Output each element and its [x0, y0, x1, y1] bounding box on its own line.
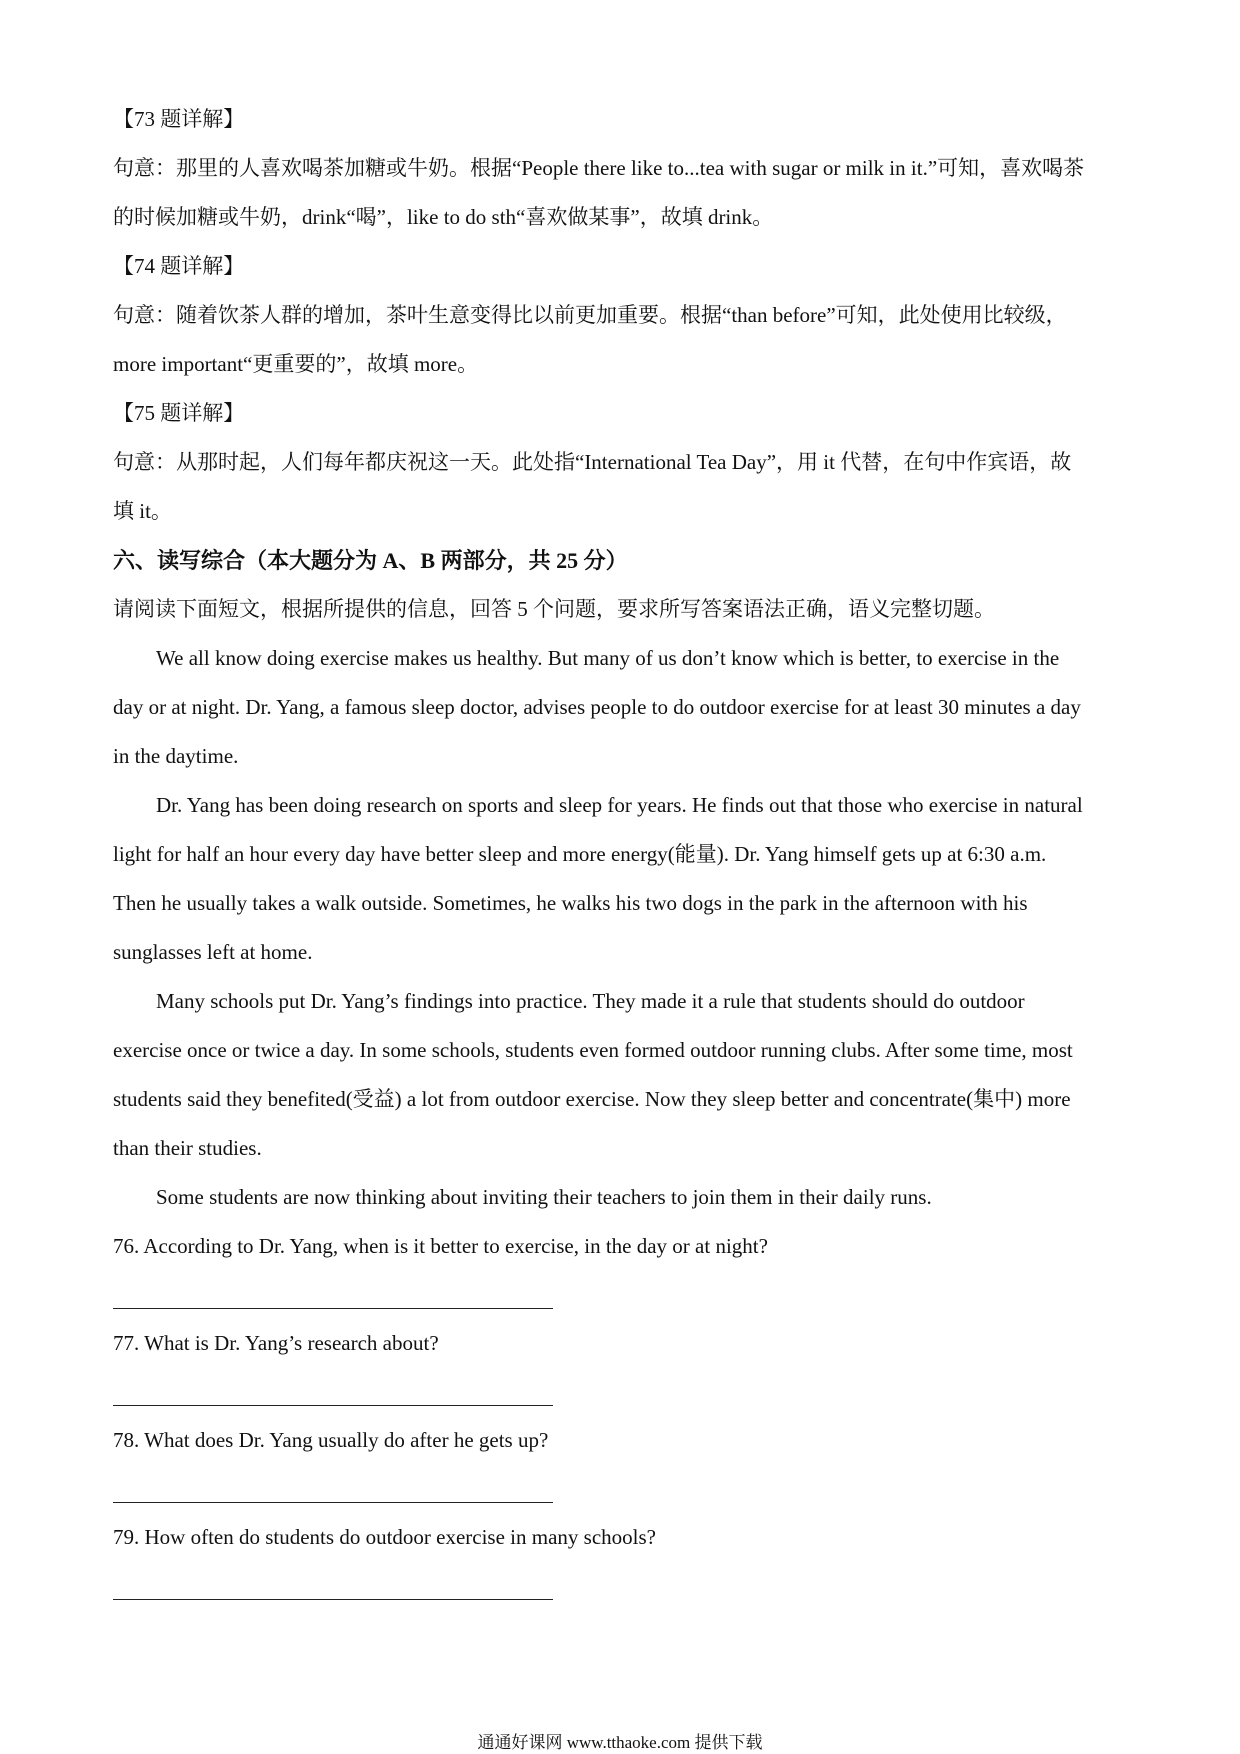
explanation-text: 句意：那里的人喜欢喝茶加糖或牛奶。根据“People there like to...tea with sugar or milk in it.”可知，喜欢喝茶: [113, 156, 1085, 180]
question-text: 77. What is Dr. Yang’s research about?: [113, 1331, 439, 1355]
passage-line: than their studies.: [113, 1136, 262, 1160]
explanation-text: 句意：随着饮茶人群的增加，茶叶生意变得比以前更加重要。根据“than before”可知，此处使用比较级，: [113, 303, 1067, 327]
explanation-74: [113, 242, 1133, 389]
passage-line: exercise once or twice a day. In some schools, students even formed outdoor running clubs. After some time, most: [113, 1038, 1073, 1062]
question-list: [113, 1222, 1133, 1600]
passage-line: Dr. Yang has been doing research on sports and sleep for years. He finds out that those who exercise in natural: [156, 793, 1083, 817]
passage-line: Then he usually takes a walk outside. Sometimes, he walks his two dogs in the park in the afternoon with his: [113, 891, 1028, 915]
explanation-text: 句意：从那时起，人们每年都庆祝这一天。此处指“International Tea Day”，用 it 代替，在句中作宾语，故: [113, 450, 1072, 474]
page-footer: 通通好课网 www.tthaoke.com 提供下载: [477, 1733, 763, 1752]
question-text: 76. According to Dr. Yang, when is it better to exercise, in the day or at night?: [113, 1234, 768, 1258]
passage-line: in the daytime.: [113, 744, 239, 768]
question-text: 79. How often do students do outdoor exercise in many schools?: [113, 1525, 656, 1549]
passage-line: Many schools put Dr. Yang’s findings into practice. They made it a rule that students should do outdoor: [156, 989, 1025, 1013]
passage-line: Some students are now thinking about inviting their teachers to join them in their daily runs.: [156, 1185, 932, 1209]
explanation-75: [113, 389, 1133, 536]
passage-line: light for half an hour every day have better sleep and more energy(能量). Dr. Yang himself gets up at 6:30 a.m.: [113, 842, 1047, 866]
answer-blank[interactable]: [113, 1598, 553, 1600]
passage-paragraph: [113, 977, 1133, 1173]
reading-passage: [113, 634, 1133, 1222]
explanation-text: 填 it。: [113, 499, 172, 523]
explanation-heading: 【74 题详解】: [113, 254, 245, 278]
answer-blank[interactable]: [113, 1404, 553, 1406]
question-item: [113, 1222, 1133, 1309]
question-item: [113, 1416, 1133, 1503]
explanation-73: [113, 95, 1133, 242]
explanation-heading: 【75 题详解】: [113, 401, 245, 425]
passage-line: sunglasses left at home.: [113, 940, 313, 964]
question-item: [113, 1319, 1133, 1406]
question-text: 78. What does Dr. Yang usually do after he gets up?: [113, 1428, 549, 1452]
answer-blank[interactable]: [113, 1307, 553, 1309]
question-item: [113, 1513, 1133, 1600]
passage-paragraph: [113, 781, 1133, 977]
answer-blank[interactable]: [113, 1501, 553, 1503]
passage-line: We all know doing exercise makes us healthy. But many of us don’t know which is better, to exercise in the: [156, 646, 1060, 670]
document-page: [113, 95, 1133, 1610]
section-title: 六、读写综合（本大题分为 A、B 两部分，共 25 分）: [113, 548, 628, 573]
explanation-text: 的时候加糖或牛奶，drink“喝”，like to do sth“喜欢做某事”，故填 drink。: [113, 205, 774, 229]
explanation-text: more important“更重要的”，故填 more。: [113, 352, 479, 376]
passage-paragraph: [113, 634, 1133, 781]
explanation-heading: 【73 题详解】: [113, 107, 245, 131]
passage-line: students said they benefited(受益) a lot from outdoor exercise. Now they sleep better and concentrate(集中) more: [113, 1087, 1071, 1111]
passage-line: day or at night. Dr. Yang, a famous sleep doctor, advises people to do outdoor exercise for at least 30 minutes a day: [113, 695, 1081, 719]
passage-paragraph: [113, 1173, 1133, 1222]
section-instruction: 请阅读下面短文，根据所提供的信息，回答 5 个问题，要求所写答案语法正确，语义完整切题。: [113, 597, 995, 621]
